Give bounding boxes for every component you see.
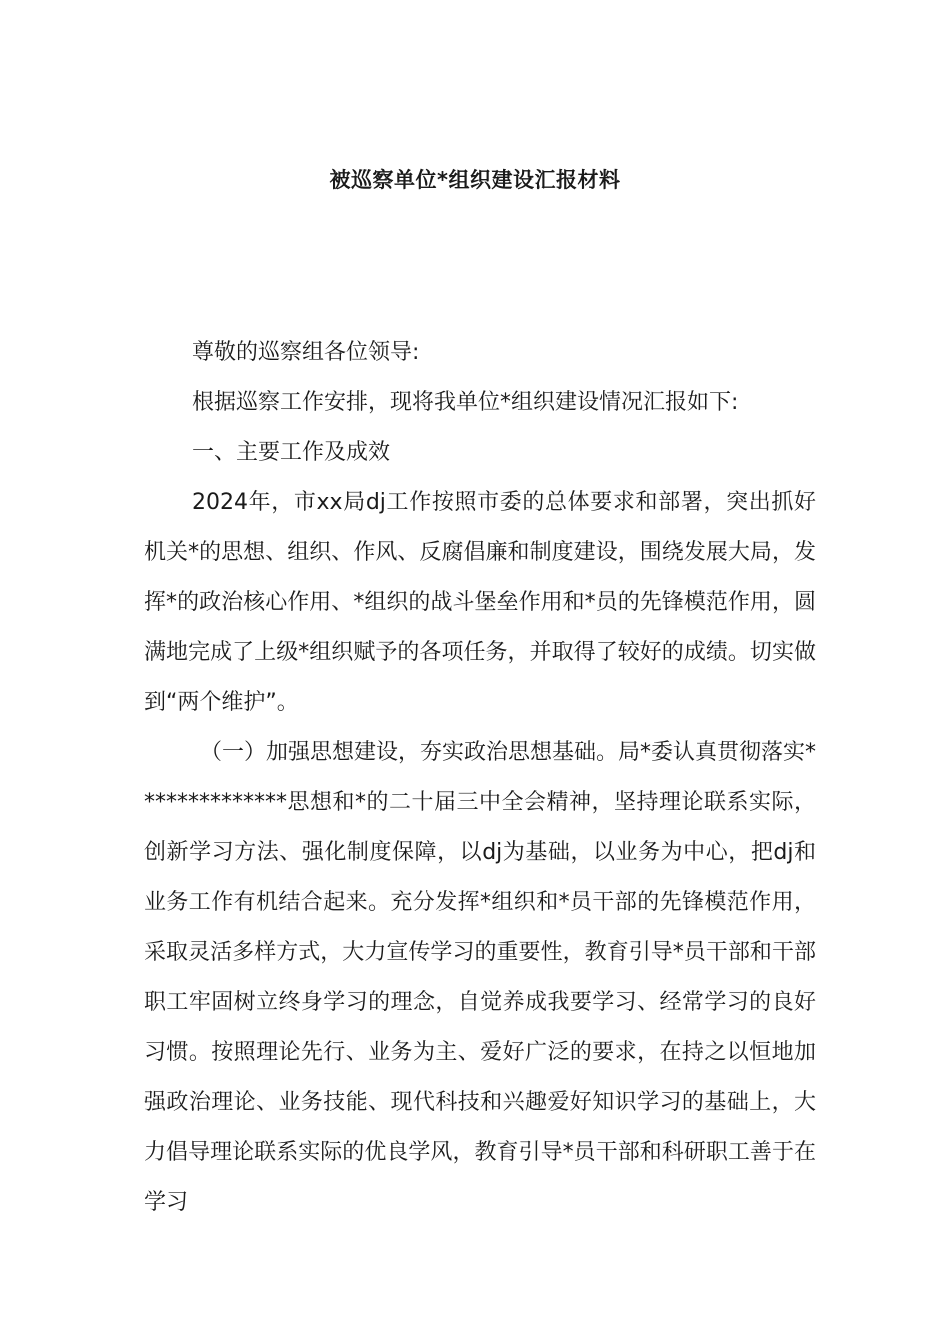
intro-paragraph: 根据巡察工作安排，现将我单位*组织建设情况汇报如下:: [192, 390, 739, 415]
section-heading: 一、主要工作及成效: [192, 440, 391, 465]
subsection-paragraph: （一）加强思想建设，夯实政治思想基础。局*委认真贯彻落实**************思想和*的二十届三中全会精神，坚持理论联系实际，创新学习方法、强化制度保障，以dj为基础，以业务为中心，把dj和业务工作有机结合起来。充分发挥*组织和*员干部的先锋模范作用，采取灵活多样方式，大力宣传学习的重要性，教育引导*员干部和干部职工牢固树立终身学习的理念，自觉养成我要学习、经常学习的良好习惯。按照理论先行、业务为主、爱好广泛的要求，在持之以恒地加强政治理论、业务技能、现代科技和兴趣爱好知识学习的基础上，大力倡导理论联系实际的优良学风，教育引导*员干部和科研职工善于在学习: [144, 740, 817, 1215]
salutation-paragraph: 尊敬的巡察组各位领导:: [192, 340, 420, 365]
summary-paragraph: 2024年，市xx局dj工作按照市委的总体要求和部署，突出抓好机关*的思想、组织、作风、反腐倡廉和制度建设，围绕发展大局，发挥*的政治核心作用、*组织的战斗堡垒作用和*员的先锋模范作用，圆满地完成了上级*组织赋予的各项任务，并取得了较好的成绩。切实做到“两个维护”。: [144, 490, 816, 715]
document-body: [144, 328, 816, 1228]
document-title: 被巡察单位*组织建设汇报材料: [329, 168, 621, 192]
